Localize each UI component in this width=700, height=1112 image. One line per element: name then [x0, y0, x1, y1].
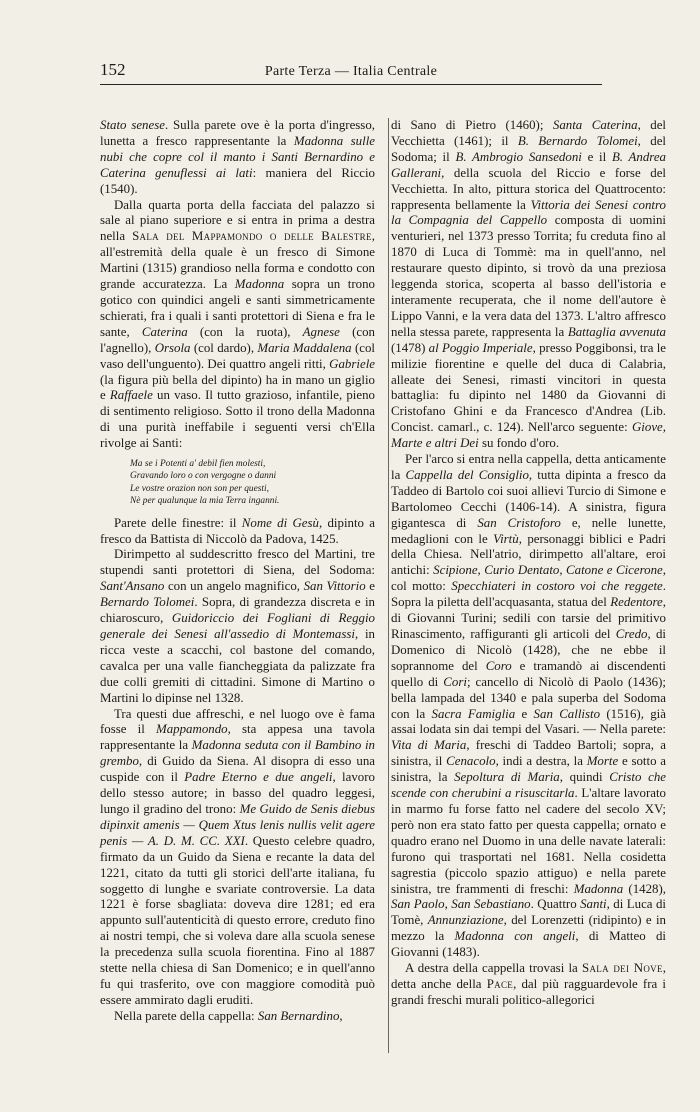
- italic-text: San Bernardino: [257, 1008, 340, 1023]
- text: , di Domenico di Nicolò (1428), che ne ebbe il soprannome del: [391, 627, 666, 673]
- italic-text: B. Bernardo Tolomei: [517, 133, 638, 148]
- text: , detta anche della: [391, 961, 667, 991]
- italic-text: Redentore: [610, 595, 663, 610]
- paragraph: [100, 118, 375, 198]
- text: , sta appesa una tavola rappresentante la: [100, 722, 375, 753]
- italic-text: Orsola: [154, 340, 191, 355]
- italic-text: Guidoriccio dei Fogliani di Reggio generale dei Senesi all'assedio di Montemassi: [100, 611, 376, 641]
- italic-text: Cori: [443, 674, 467, 689]
- text: , del Sodoma; il: [391, 133, 666, 164]
- text: , freschi di Taddeo Bartoli; sopra, a sinistra, il: [391, 738, 666, 769]
- text: . Questo celebre quadro, firmato da un Guido da Siena e recante la data del 1221, citato da tutti gli storici dell'arte italiana, fu soggetto di lunghe e svariate controversie. La data 1221 è forse sbagliata: doveva dire 1281; ed era appunto sull'autenticità di questo errore, creduto fino ai nostri tempi, che si voleva dare alla scuola senese la precedenza sulla scuola fiorentina. Fino al 1887 stette nella chiesa di San Domenico; e in quell'anno fu qui trasferito, ove con maggiore comodità può essere ammirato dagli eruditi.: [100, 833, 376, 1007]
- italic-text: B. Andrea Gallerani: [391, 149, 666, 180]
- italic-text: Raffaele: [109, 388, 153, 403]
- left-column: [100, 118, 375, 1025]
- paragraph: [391, 118, 666, 452]
- italic-text: Sepoltura di Maria: [454, 770, 560, 785]
- italic-text: Madonna sulle nubi che copre col il manto i Santi Bernardino e Caterina genuflessi ai lati: [100, 133, 375, 180]
- italic-text: Sant'Ansano: [100, 579, 165, 594]
- italic-text: San Paolo, San Sebastiano: [391, 897, 531, 912]
- text: con un angelo magnifico,: [164, 579, 304, 594]
- text: : maniera del Riccio (1540).: [100, 165, 375, 196]
- text: , dal più ragguardevole fra i grandi freschi murali politico-allegorici: [391, 976, 666, 1007]
- paragraph: [391, 961, 666, 1009]
- italic-text: Gabriele: [329, 356, 375, 371]
- text: e tramandò ai discendenti quello di: [391, 658, 666, 689]
- italic-text: Maria Maddalena: [257, 340, 352, 355]
- text: , col motto:: [391, 563, 666, 594]
- page-number: 152: [100, 60, 126, 79]
- text: . Sopra, di grandezza discreta e in chiaroscuro,: [100, 595, 375, 626]
- verse-line: Nè per qualunque la mia Terra inganni.: [130, 496, 280, 507]
- italic-text: San Cristoforo: [477, 515, 561, 530]
- text: Per l'arco si entra nella cappella, detta anticamente la: [391, 452, 666, 482]
- text: ; cancello di Nicolò di Paolo (1436); bella lampada del 1340 e pala superba del Sodoma con la: [391, 674, 666, 721]
- text: . Quattro: [530, 897, 581, 912]
- verse-line: Gravando loro o con vergogne o danni: [130, 471, 277, 482]
- text: ,: [339, 1008, 343, 1023]
- verse-line: Ma se i Potenti a' debil fien molesti,: [130, 459, 266, 470]
- text: , quindi: [559, 770, 610, 785]
- right-column: [391, 118, 666, 1025]
- paragraph: [391, 452, 666, 961]
- text: , indi a destra, la: [495, 754, 587, 769]
- text: . L'altare lavorato in marmo fu forse fatto nel cadere del secolo XV; però non era stato fatto per questa cappella; ornato e quadro erano nel Duomo in una delle navate laterali: furono qui trasportati nel 1681. Nella cosidetta sagrestia (piccolo spazio attiguo) e nella parete sinistra, tre frammenti di freschi:: [391, 786, 666, 896]
- text: Dalla quarta porta della facciata del palazzo si sale al piano superiore e si entra in prima a destra nella: [100, 197, 375, 244]
- italic-text: Bernardo Tolomei: [100, 595, 195, 610]
- text: A destra della cappella trovasi la: [405, 961, 582, 976]
- italic-text: Virtù: [493, 531, 519, 546]
- text: , in ricca veste a scacchi, col bastone del comando, cavalca per una valle fiancheggiata da palizzate fra due colli gremiti di cittadini. Simone di Martino o Martini lo dipinse nel 1328.: [100, 627, 375, 705]
- italic-text: Santa Caterina: [552, 118, 638, 132]
- text-columns: [100, 118, 666, 1025]
- italic-text: Madonna con angeli: [454, 929, 576, 944]
- text: , di Matteo di Giovanni (1483).: [391, 929, 666, 960]
- running-head: Parte Terza — Italia Centrale: [264, 64, 438, 79]
- paragraph: [100, 707, 375, 1009]
- text: (1516), già assai lodata sin dai tempi del Vasari. — Nella parete:: [391, 706, 666, 737]
- text: e sotto a sinistra, la: [391, 754, 667, 785]
- italic-text: Madonna: [573, 881, 624, 896]
- italic-text: Scipione, Curio Dentato, Catone e Cicerone: [433, 563, 663, 578]
- italic-text: Giove, Marte e altri Dei: [391, 420, 666, 451]
- italic-text: Caterina: [141, 324, 188, 339]
- text: , personaggi biblici e Padri della Chiesa. Nell'atrio, dirimpetto all'altare, eroi antichi:: [391, 531, 666, 578]
- italic-text: al Poggio Imperiale: [428, 340, 533, 355]
- text: e: [365, 579, 375, 594]
- italic-text: Agnese: [302, 324, 340, 339]
- text: un vaso. Il tutto grazioso, infantile, pieno di sentimento religioso. Sotto il trono della Madonna di una purità ineffabile i seguenti versi ch'Ella rivolge ai Santi:: [100, 388, 376, 451]
- italic-text: Credo: [615, 627, 648, 641]
- text: (con l'agnello),: [100, 324, 375, 355]
- text: Nella parete della cappella:: [114, 1008, 258, 1023]
- italic-text: San Vittorio: [303, 579, 366, 594]
- italic-text: Santi: [580, 897, 607, 912]
- text: (con la ruota),: [187, 324, 303, 339]
- small-caps-text: Sala dei Nove: [582, 961, 663, 976]
- paragraph: [100, 1009, 375, 1025]
- text: su fondo d'oro.: [478, 436, 560, 451]
- text: (col dardo),: [190, 340, 258, 355]
- text: , di Luca di Tomè,: [391, 897, 666, 928]
- italic-text: Specchiateri in costoro voi che reggete: [451, 579, 663, 594]
- text: , lavoro dello stesso autore; in basso del quadro leggesi, lungo il gradino del trono:: [100, 770, 375, 816]
- italic-text: Sacra Famiglia: [431, 706, 516, 721]
- text: (col vaso dell'unguento). Dei quattro angeli ritti,: [100, 340, 375, 371]
- italic-text: B. Ambrogio Sansedoni: [455, 149, 582, 164]
- italic-text: Coro: [485, 658, 512, 673]
- small-caps-text: Sala del Mappamondo o delle Balestre: [132, 229, 372, 244]
- text: . Sulla parete ove è la porta d'ingresso, lunetta a fresco rappresentante la: [100, 118, 375, 148]
- italic-text: Vittoria dei Senesi contro la Compagnia del Cappello: [391, 197, 666, 228]
- text: , tutta dipinta a fresco da Taddeo di Bartolo coi suoi allievi Turcio di Simone e Bartolomeo Cecchi (1406-14). A sinistra, figura gigantesca di: [391, 467, 666, 530]
- text: e, nelle lunette, medaglioni con le: [391, 515, 667, 546]
- italic-text: Madonna: [234, 277, 285, 292]
- text: sopra un trono gotico con quindici angeli e santi simmetricamente schierati, fra i quali i santi protettori di Siena e fra le sante,: [100, 277, 375, 339]
- italic-text: Morte: [586, 754, 619, 769]
- text: e: [515, 706, 534, 721]
- italic-text: Cappella del Consiglio: [405, 467, 529, 482]
- text: , di Guido da Siena. Al disopra di esso una cuspide con il: [100, 754, 375, 785]
- text: Tra questi due affreschi, e nel luogo ove è fama fosse il: [100, 706, 375, 737]
- italic-text: Padre Eterno e due angeli: [184, 770, 333, 785]
- text: Dirimpetto al suddescritto fresco del Martini, tre stupendi santi protettori di Siena, del Sodoma:: [100, 547, 375, 578]
- text: Parete delle finestre: il: [114, 515, 242, 530]
- italic-text: Nome di Gesù: [241, 515, 319, 530]
- text: , del Lorenzetti (ridipinto) e in mezzo la: [391, 913, 666, 944]
- verse-line: Le vostre orazion non son per questi,: [130, 483, 269, 494]
- text: , di Giovanni Turini; sedili con tarsie del primitivo Rinascimento, raffiguranti gli articoli del: [391, 595, 666, 641]
- text: e il: [581, 149, 612, 164]
- text: , del Vecchietta (1461); il: [391, 118, 666, 148]
- italic-text: Vita di Maria: [391, 738, 467, 753]
- paragraph: [100, 516, 375, 548]
- text: (1478): [391, 340, 429, 355]
- italic-text: Annunziazione: [427, 913, 504, 928]
- italic-text: Madonna seduta con il Bambino in grembo: [100, 738, 375, 769]
- italic-text: Mappamondo: [155, 722, 228, 737]
- verse-quotation: [130, 458, 375, 508]
- italic-text: Cristo che scende con cherubini a risuscitarla: [391, 770, 666, 801]
- text: , della scuola del Riccio e forse del Vecchietta. In alto, pittura storica del Quattrocento: rappresenta bellamente la: [391, 165, 666, 212]
- text: (1428),: [623, 881, 667, 896]
- italic-text: San Callisto: [533, 706, 601, 721]
- text: , presso Poggibonsi, tra le milizie fiorentine e quelle del duca di Calabria, alleate dei Senesi, rimasti vincitori in questa battaglia: fu dipinto nel 1480 da Giovanni di Cristofano Ghini e da Francesco d'Andrea (Lib. Concist. camarl., c. 124). Nell'arco seguente:: [391, 340, 667, 435]
- text: composta di uomini venturieri, nel 1373 presso Torrita; fu creduta fino al 1870 di Luca di Tommè: ma in quell'anno, nel restaurare questo dipinto, si trovò da una preziosa leggenda storica, scoperta al basso dell'istoria e interamente recuperata, che il nome dell'autore è Lippo Vanni, e la vera data del 1373. L'altro affresco nella stessa parete, rappresenta la: [391, 213, 666, 339]
- page-header: [100, 60, 602, 85]
- paragraph: [100, 547, 375, 706]
- italic-text: Cenacolo: [446, 754, 496, 769]
- paragraph: [100, 198, 375, 453]
- text: . Sopra la piletta dell'acquasanta, statua del: [391, 579, 667, 610]
- small-caps-text: Pace: [486, 976, 514, 991]
- text: , dipinto a fresco da Battista di Niccolò da Padova, 1425.: [100, 515, 376, 546]
- text: , all'estremità della quale è un fresco di Simone Martini (1315) grandioso nella forma e condotto con grande accuratezza. La: [100, 229, 375, 292]
- italic-text: Stato senese: [100, 118, 165, 132]
- italic-text: Battaglia avvenuta: [567, 324, 666, 339]
- text: (la figura più bella del dipinto) ha in mano un giglio e: [100, 372, 375, 403]
- italic-text: Me Guido de Senis diebus dipinxit amenis — Quem Xtus lenis nullis velit agere penis — A. D. M. CC. XXI: [100, 801, 375, 848]
- text: di Sano di Pietro (1460);: [391, 118, 553, 132]
